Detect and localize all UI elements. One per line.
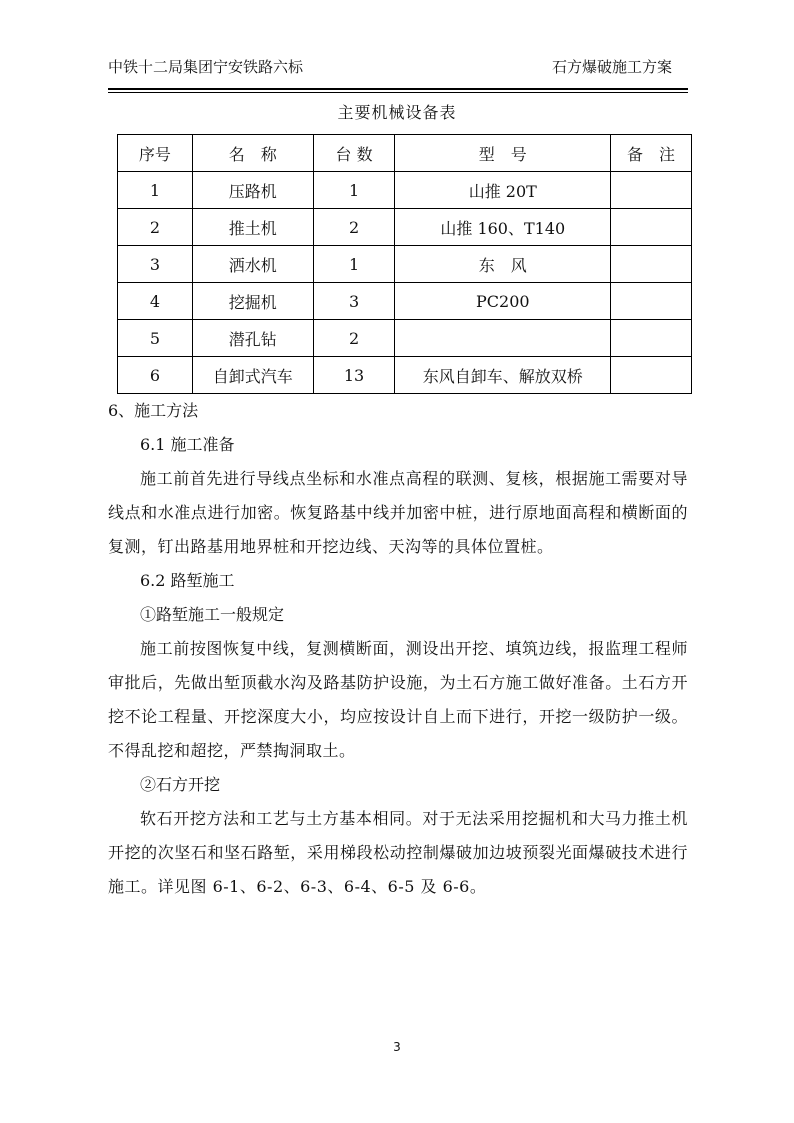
cell-index: 5	[118, 320, 193, 357]
paragraph: 软石开挖方法和工艺与土方基本相同。对于无法采用挖掘机和大马力推土机开挖的次坚石和坚石路堑，采用梯段松动控制爆破加边坡预裂光面爆破技术进行施工。详见图 6-1、6-2、6-3、6-4、6-5 及 6-6。	[108, 809, 688, 896]
cell-name: 挖掘机	[192, 283, 313, 320]
cell-model: 山推 160、T140	[395, 209, 611, 246]
cell-count: 13	[313, 357, 395, 394]
table-header-row	[118, 135, 692, 172]
paragraph: 施工前首先进行导线点坐标和水准点高程的联测、复核，根据施工需要对导线点和水准点进行加密。恢复路基中线并加密中桩，进行原地面高程和横断面的复测，钉出路基用地界桩和开挖边线、天沟等的具体位置桩。	[108, 469, 688, 556]
cell-count: 2	[313, 320, 395, 357]
cell-model: 东风自卸车、解放双桥	[395, 357, 611, 394]
header-rule-thin	[108, 92, 688, 93]
cell-model: PC200	[395, 283, 611, 320]
cell-model: 山推 20T	[395, 172, 611, 209]
cell-name: 推土机	[192, 209, 313, 246]
cell-remark	[611, 320, 692, 357]
cell-count: 1	[313, 172, 395, 209]
header-model: 型 号	[395, 135, 611, 172]
cell-index: 4	[118, 283, 193, 320]
table-row	[118, 246, 692, 283]
cell-remark	[611, 357, 692, 394]
table-row	[118, 357, 692, 394]
cell-remark	[611, 246, 692, 283]
cell-index: 2	[118, 209, 193, 246]
cell-remark	[611, 172, 692, 209]
cell-name: 自卸式汽车	[192, 357, 313, 394]
cell-remark	[611, 209, 692, 246]
table-row	[118, 283, 692, 320]
cell-model: 东 风	[395, 246, 611, 283]
item-heading: ①路堑施工一般规定	[140, 605, 285, 624]
cell-index: 1	[118, 172, 193, 209]
cell-count: 3	[313, 283, 395, 320]
header-rule-thick	[108, 88, 688, 90]
cell-index: 3	[118, 246, 193, 283]
table-title: 主要机械设备表	[337, 103, 457, 122]
equipment-table	[117, 134, 692, 394]
subsection-heading: 6.2 路堑施工	[140, 571, 235, 590]
header-name: 名 称	[192, 135, 313, 172]
cell-name: 压路机	[192, 172, 313, 209]
cell-count: 2	[313, 209, 395, 246]
paragraph: 施工前按图恢复中线，复测横断面，测设出开挖、填筑边线，报监理工程师审批后，先做出堑顶截水沟及路基防护设施，为土石方施工做好准备。土石方开挖不论工程量、开挖深度大小，均应按设计自上而下进行，开挖一级防护一级。不得乱挖和超挖，严禁掏洞取土。	[108, 639, 688, 760]
subsection-heading: 6.1 施工准备	[140, 435, 235, 454]
item-heading: ②石方开挖	[140, 775, 221, 794]
section-heading: 6、施工方法	[108, 401, 199, 420]
cell-model	[395, 320, 611, 357]
table-row	[118, 320, 692, 357]
table-row	[118, 172, 692, 209]
header-remark: 备 注	[611, 135, 692, 172]
cell-name: 洒水机	[192, 246, 313, 283]
body-text	[108, 394, 688, 904]
cell-remark	[611, 283, 692, 320]
table-row	[118, 209, 692, 246]
header-count: 台 数	[313, 135, 395, 172]
header-project-name: 中铁十二局集团宁安铁路六标	[108, 58, 304, 76]
cell-name: 潜孔钻	[192, 320, 313, 357]
header-document-title: 石方爆破施工方案	[551, 58, 672, 76]
page-number: 3	[393, 1040, 401, 1054]
cell-count: 1	[313, 246, 395, 283]
header-index: 序号	[118, 135, 193, 172]
cell-index: 6	[118, 357, 193, 394]
